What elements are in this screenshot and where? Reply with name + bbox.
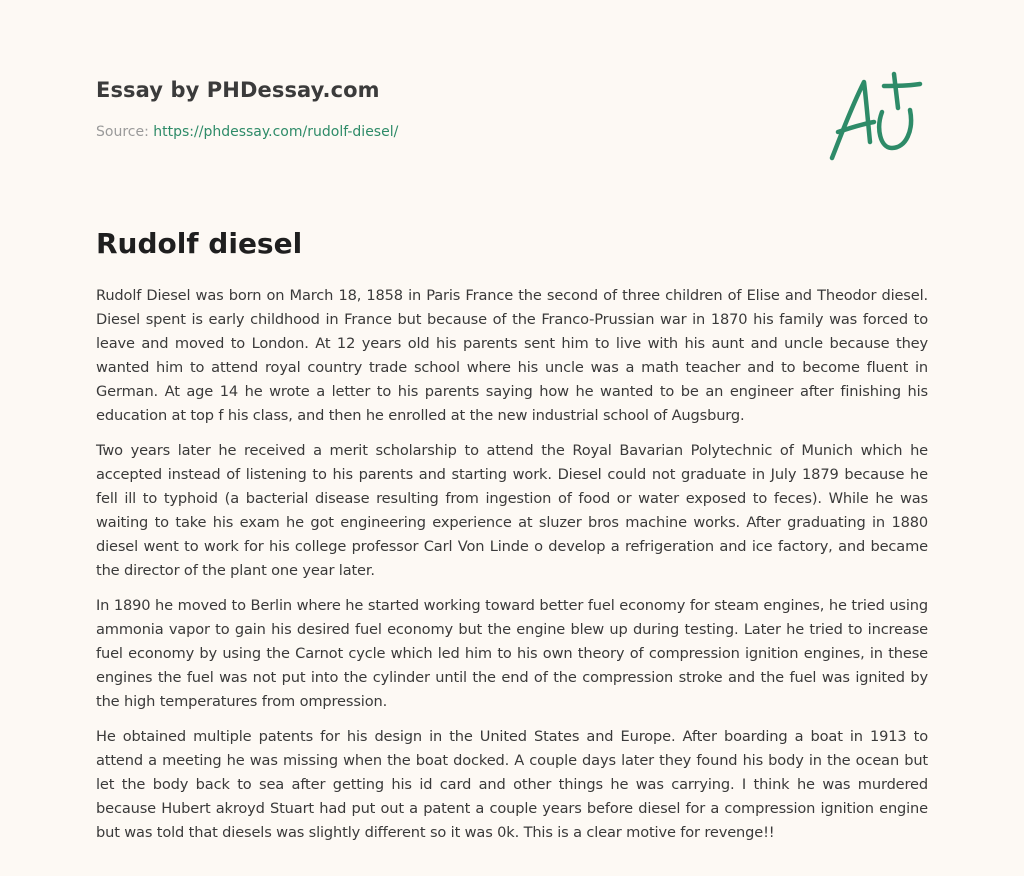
- brand-title: Essay by PHDessay.com: [96, 78, 380, 102]
- essay-header: [96, 76, 928, 142]
- source-line: [96, 122, 928, 142]
- source-label: Source:: [96, 124, 149, 140]
- essay-paragraph: In 1890 he moved to Berlin where he started working toward better fuel economy for steam engines, he tried using ammonia vapor to gain his desired fuel economy but the engine blew up during testing. Later he tried to increase fuel economy by using the Carnot cycle which led him to his own theory of compression ignition engines, in these engines the fuel was not put into the cylinder until the end of the compression stroke and the fuel was ignited by the high temperatures from ompression.: [96, 597, 928, 710]
- essay-title: Rudolf diesel: [96, 227, 303, 260]
- essay-paragraph: He obtained multiple patents for his design in the United States and Europe. After boarding a boat in 1913 to attend a meeting he was missing when the boat docked. A couple days later they found his body in the ocean but let the body back to sea after getting his id card and other things he was carrying. I think he was murdered because Hubert akroyd Stuart had put out a patent a couple years before diesel for a compression ignition engine but was told that diesels was slightly different so it was 0k. This is a clear motive for revenge!!: [96, 728, 928, 841]
- source-link[interactable]: https://phdessay.com/rudolf-diesel/: [153, 124, 399, 140]
- essay-paragraph: Rudolf Diesel was born on March 18, 1858 in Paris France the second of three children of Elise and Theodor diesel. Diesel spent is early childhood in France but because of the Franco-Prussian war in 1870 his family was forced to leave and moved to London. At 12 years old his parents sent him to live with his aunt and uncle because they wanted him to attend royal country trade school where his uncle was a math teacher and to become fluent in German. At age 14 he wrote a letter to his parents saying how he wanted to be an engineer after finishing his education at top f his class, and then he enrolled at the new industrial school of Augsburg.: [96, 287, 928, 424]
- essay-paragraph: Two years later he received a merit scholarship to attend the Royal Bavarian Polytechnic of Munich which he accepted instead of listening to his parents and starting work. Diesel could not graduate in July 1879 because he fell ill to typhoid (a bacterial disease resulting from ingestion of food or water exposed to feces). While he was waiting to take his exam he got engineering experience at sluzer bros machine works. After graduating in 1880 diesel went to work for his college professor Carl Von Linde o develop a refrigeration and ice factory, and became the director of the plant one year later.: [96, 442, 928, 579]
- essay-body: [96, 284, 928, 856]
- a-plus-grade-icon: [824, 68, 928, 164]
